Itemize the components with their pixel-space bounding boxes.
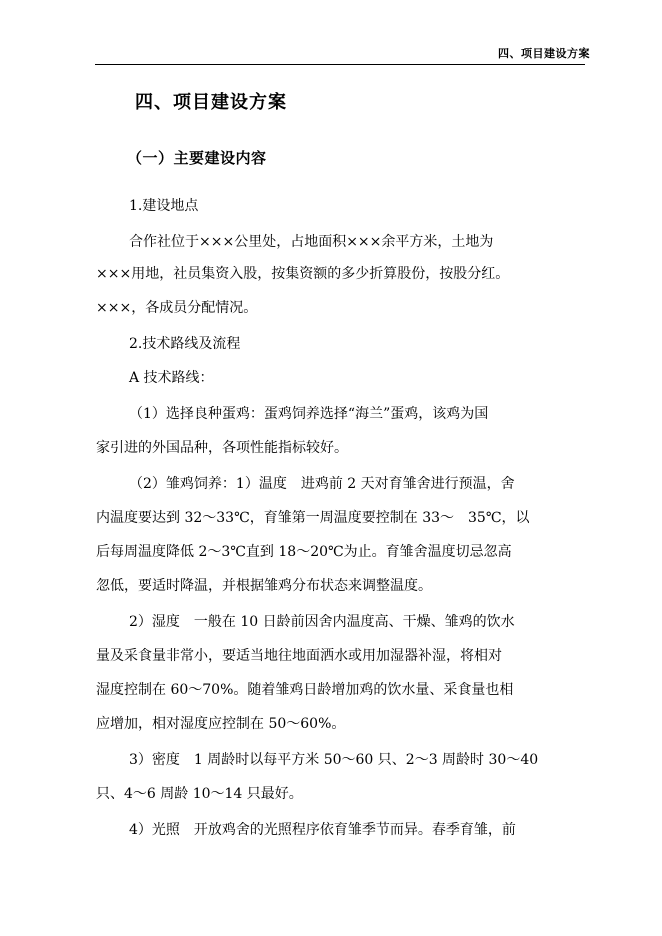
paragraph-line: 2.技术路线及流程	[129, 336, 241, 352]
paragraph-line: 内温度要达到 32～33℃，育雏第一周温度要控制在 33～ 35℃，以	[96, 510, 530, 526]
header-divider	[95, 64, 585, 65]
section-title: 四、项目建设方案	[135, 92, 287, 113]
paragraph-line: ×××，各成员分配情况。	[96, 300, 258, 316]
paragraph-line: 湿度控制在 60～70%。随着雏鸡日龄增加鸡的饮水量、采食量也相	[96, 682, 514, 698]
paragraph-line: A 技术路线：	[129, 370, 214, 386]
paragraph-line: ×××用地，社员集资入股，按集资额的多少折算股份，按股分红。	[96, 266, 510, 282]
paragraph-line: 应增加，相对湿度应控制在 50～60%。	[96, 716, 346, 732]
paragraph-line: 1.建设地点	[129, 198, 199, 214]
subsection-title: （一）主要建设内容	[127, 149, 267, 167]
paragraph-line: 2）湿度 一般在 10 日龄前因舍内温度高、干燥、雏鸡的饮水	[129, 614, 515, 630]
paragraph-line: 后每周温度降低 2～3℃直到 18～20℃为止。育雏舍温度切忌忽高	[96, 544, 512, 560]
paragraph-line: 合作社位于×××公里处，占地面积×××余平方米，土地为	[129, 234, 494, 250]
paragraph-line: （1）选择良种蛋鸡：蛋鸡饲养选择“海兰”蛋鸡，该鸡为国	[129, 406, 489, 422]
paragraph-line: 3）密度 1 周龄时以每平方米 50～60 只、2～3 周龄时 30～40	[129, 752, 539, 768]
running-header: 四、项目建设方案	[498, 47, 590, 60]
paragraph-line: 忽低，要适时降温，并根据雏鸡分布状态来调整温度。	[96, 578, 432, 594]
paragraph-line: 4）光照 开放鸡舍的光照程序依育雏季节而异。春季育雏，前	[129, 822, 516, 838]
paragraph-line: 量及采食量非常小，要适当地往地面洒水或用加湿器补湿，将相对	[96, 648, 502, 664]
paragraph-line: （2）雏鸡饲养：1）温度 进鸡前 2 天对育雏舍进行预温，舍	[129, 476, 515, 492]
paragraph-line: 只、4～6 周龄 10～14 只最好。	[96, 786, 303, 802]
paragraph-line: 家引进的外国品种，各项性能指标较好。	[96, 440, 348, 456]
